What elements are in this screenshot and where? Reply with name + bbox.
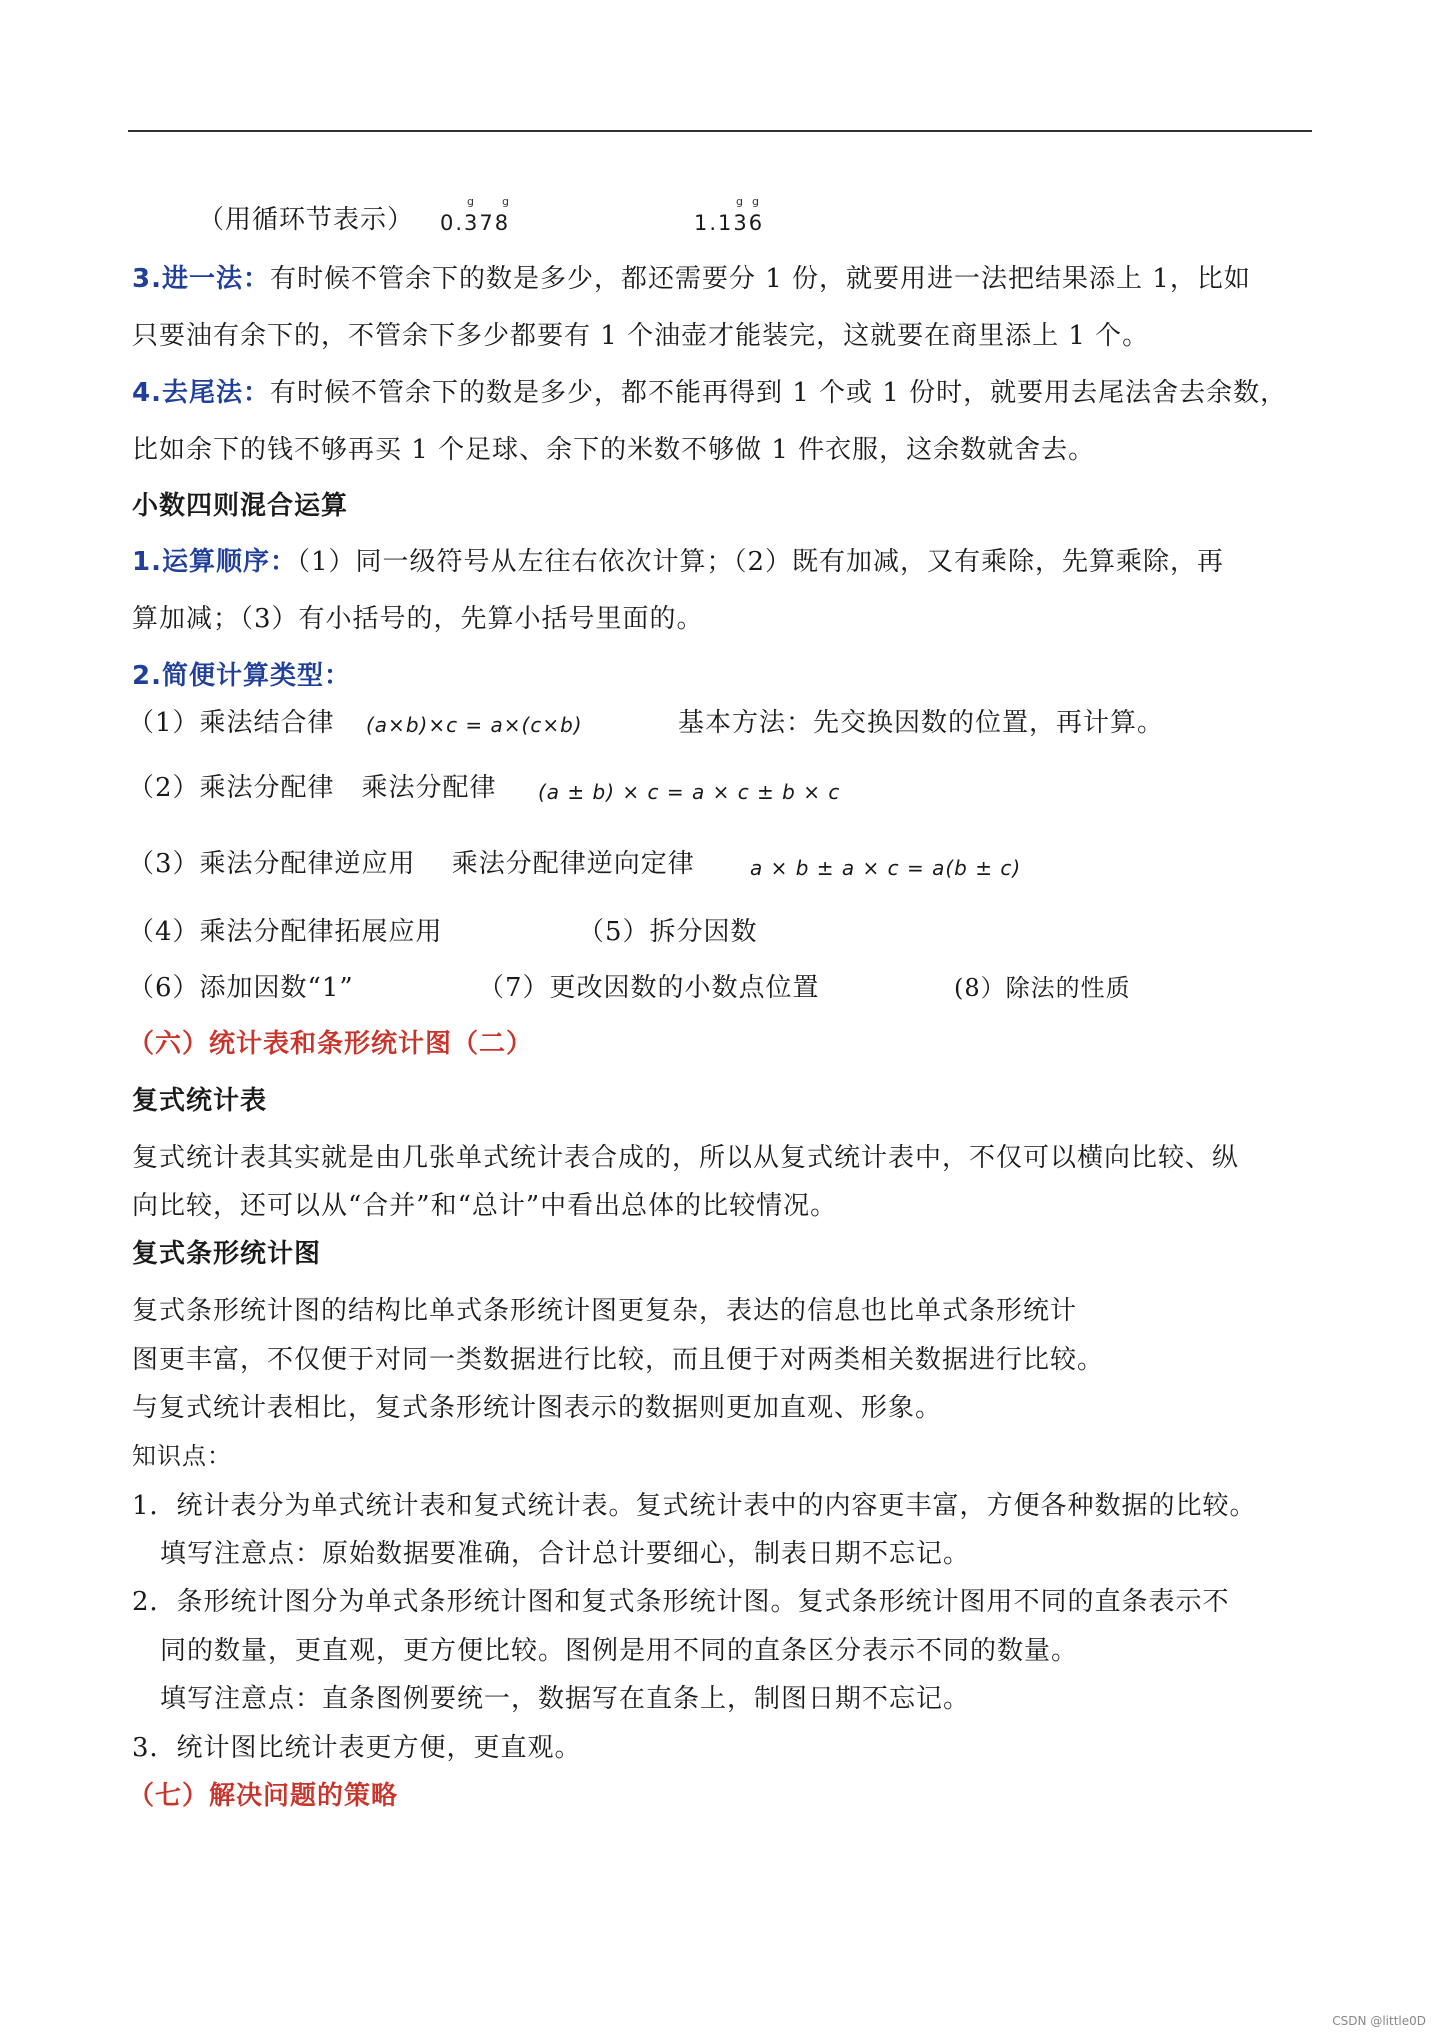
loop-label: （用循环节表示） [198,205,415,235]
type-2-formula: (a ± b) × c = a × c ± b × c [538,780,841,804]
knowledge-label: 知识点： [132,1442,232,1470]
recurring-mark: g [752,195,759,208]
quwei-line-2: 比如余下的钱不够再买 1 个足球、余下的米数不够做 1 件衣服，这余数就舍去。 [132,435,1096,465]
table-text-2: 向比较，还可以从“合并”和“总计”中看出总体的比较情况。 [132,1191,838,1221]
knowledge-2-note: 填写注意点：直条图例要统一，数据写在直条上，制图日期不忘记。 [160,1684,971,1714]
simple-calc-title: 2.简便计算类型： [132,661,351,691]
order-title: 1.运算顺序： [132,547,297,577]
quwei-line-1 [132,373,1287,413]
order-line-2: 算加减；（3）有小括号的，先算小括号里面的。 [132,604,704,634]
jinyi-line-1 [132,259,1251,299]
knowledge-1: 1．统计表分为单式统计表和复式统计表。复式统计表中的内容更丰富，方便各种数据的比较。 [132,1491,1257,1521]
quwei-title: 4.去尾法： [132,378,270,408]
jinyi-title: 3.进一法： [132,264,270,294]
watermark: CSDN @little0D [1332,2014,1426,2028]
order-line-1 [132,542,1224,582]
chart-heading: 复式条形统计图 [132,1239,322,1269]
table-text-1: 复式统计表其实就是由几张单式统计表合成的，所以从复式统计表中，不仅可以横向比较、纵 [132,1143,1240,1173]
type-2-label: （2）乘法分配律 乘法分配律 [128,773,497,803]
quwei-text: 有时候不管余下的数是多少，都不能再得到 1 个或 1 份时，就要用去尾法舍去余数， [269,378,1288,408]
knowledge-3: 3．统计图比统计表更方便，更直观。 [132,1733,582,1763]
section-6-heading: （六）统计表和条形统计图（二） [128,1029,534,1059]
type-3-formula: a × b ± a × c = a(b ± c) [750,856,1022,880]
top-rule [128,130,1312,132]
knowledge-2-cont: 同的数量，更直观，更方便比较。图例是用不同的直条区分表示不同的数量。 [160,1636,1079,1666]
recurring-mark: g [736,195,743,208]
type-1-label: （1）乘法结合律 [128,708,335,738]
type-6: （6）添加因数“1” [128,973,354,1003]
order-text: （1）同一级符号从左往右依次计算；（2）既有加减，又有乘除，先算乘除，再 [296,547,1225,577]
chart-text-1: 复式条形统计图的结构比单式条形统计图更复杂，表达的信息也比单式条形统计 [132,1296,1078,1326]
loop-number-1: 0.378 [440,211,511,235]
type-8: (8）除法的性质 [954,974,1131,1002]
section-7-heading: （七）解决问题的策略 [128,1781,399,1811]
knowledge-2: 2．条形统计图分为单式条形统计图和复式条形统计图。复式条形统计图用不同的直条表示不 [132,1587,1230,1617]
type-5: （5）拆分因数 [578,917,758,947]
loop-number-2: 1.136 [694,211,765,235]
table-heading: 复式统计表 [132,1086,268,1116]
jinyi-text: 有时候不管余下的数是多少，都还需要分 1 份，就要用进一法把结果添上 1，比如 [269,264,1251,294]
recurring-mark: g [502,195,509,208]
chart-text-2: 图更丰富，不仅便于对同一类数据进行比较，而且便于对两类相关数据进行比较。 [132,1345,1105,1375]
chart-text-3: 与复式统计表相比，复式条形统计图表示的数据则更加直观、形象。 [132,1393,943,1423]
jinyi-line-2: 只要油有余下的，不管余下多少都要有 1 个油壶才能装完，这就要在商里添上 1 个。 [132,321,1150,351]
type-3-label: （3）乘法分配律逆应用 乘法分配律逆向定律 [128,849,695,879]
mixed-ops-heading: 小数四则混合运算 [132,491,349,521]
recurring-mark: g [467,195,474,208]
type-7: （7）更改因数的小数点位置 [478,973,820,1003]
type-4: （4）乘法分配律拓展应用 [128,917,443,947]
type-1-formula: (a×b)×c = a×(c×b) [366,713,583,737]
knowledge-1-note: 填写注意点：原始数据要准确，合计总计要细心，制表日期不忘记。 [160,1539,971,1569]
type-1-note: 基本方法：先交换因数的位置，再计算。 [678,708,1165,738]
